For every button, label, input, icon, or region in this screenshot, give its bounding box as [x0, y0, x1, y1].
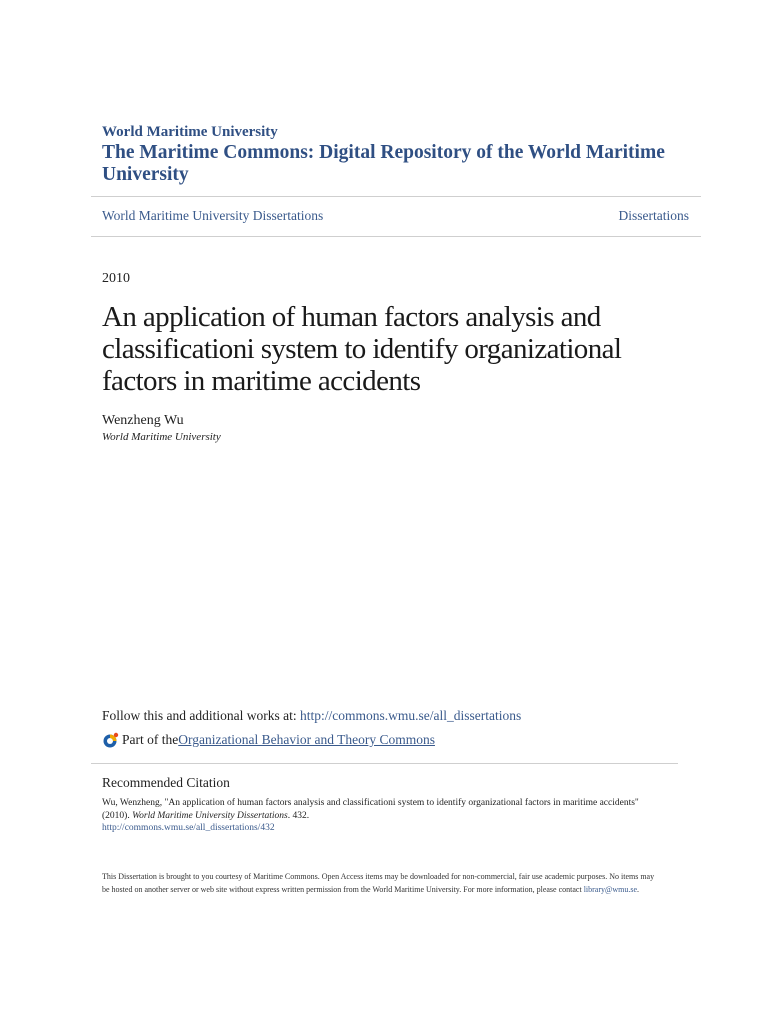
collection-link[interactable]: World Maritime University Dissertations [102, 208, 324, 223]
footer-end: . [637, 885, 640, 894]
part-of-label: Part of the [122, 732, 179, 747]
repository-title[interactable]: The Maritime Commons: Digital Repository of the World Maritime University [102, 142, 665, 185]
footer-notice [102, 870, 662, 896]
citation-heading: Recommended Citation [102, 775, 230, 790]
category-link[interactable]: Dissertations [618, 208, 689, 223]
commons-discipline-link[interactable]: Organizational Behavior and Theory Commons [178, 732, 435, 747]
repository-header [102, 124, 702, 186]
contact-email-link[interactable]: library@wmu.se [583, 885, 638, 894]
author-affiliation: World Maritime University [102, 431, 221, 443]
publication-year: 2010 [102, 271, 130, 286]
university-name[interactable]: World Maritime University [102, 124, 278, 140]
footer-text: This Dissertation is brought to you courtesy of Maritime Commons. Open Access items may be downloaded for non-commercial, fair use academic purposes. No items may be hosted on another server or web site without express written permission from the World Maritime University. For more information, please contact [102, 872, 655, 894]
citation-divider [91, 763, 678, 764]
top-divider [91, 196, 701, 197]
collection-nav [102, 208, 689, 224]
follow-label: Follow this and additional works at: [102, 708, 300, 723]
follow-line [102, 708, 521, 724]
citation-block [102, 797, 662, 835]
author-name: Wenzheng Wu [102, 413, 184, 428]
nav-divider [91, 236, 701, 237]
citation-number: . 432. [287, 810, 310, 821]
document-title: An application of human factors analysis and classificationi system to identify organizational factors in maritime accidents [102, 301, 622, 397]
network-logo-icon [102, 731, 120, 749]
follow-url-link[interactable]: http://commons.wmu.se/all_dissertations [300, 708, 522, 723]
citation-series: World Maritime University Dissertations [132, 810, 288, 821]
citation-url-link[interactable]: http://commons.wmu.se/all_dissertations/432 [102, 823, 275, 833]
part-of-line [102, 731, 435, 749]
citation-text: Wu, Wenzheng, "An application of human factors analysis and classificationi system to identify organizational factors in maritime accidents" (2010). [102, 798, 639, 821]
